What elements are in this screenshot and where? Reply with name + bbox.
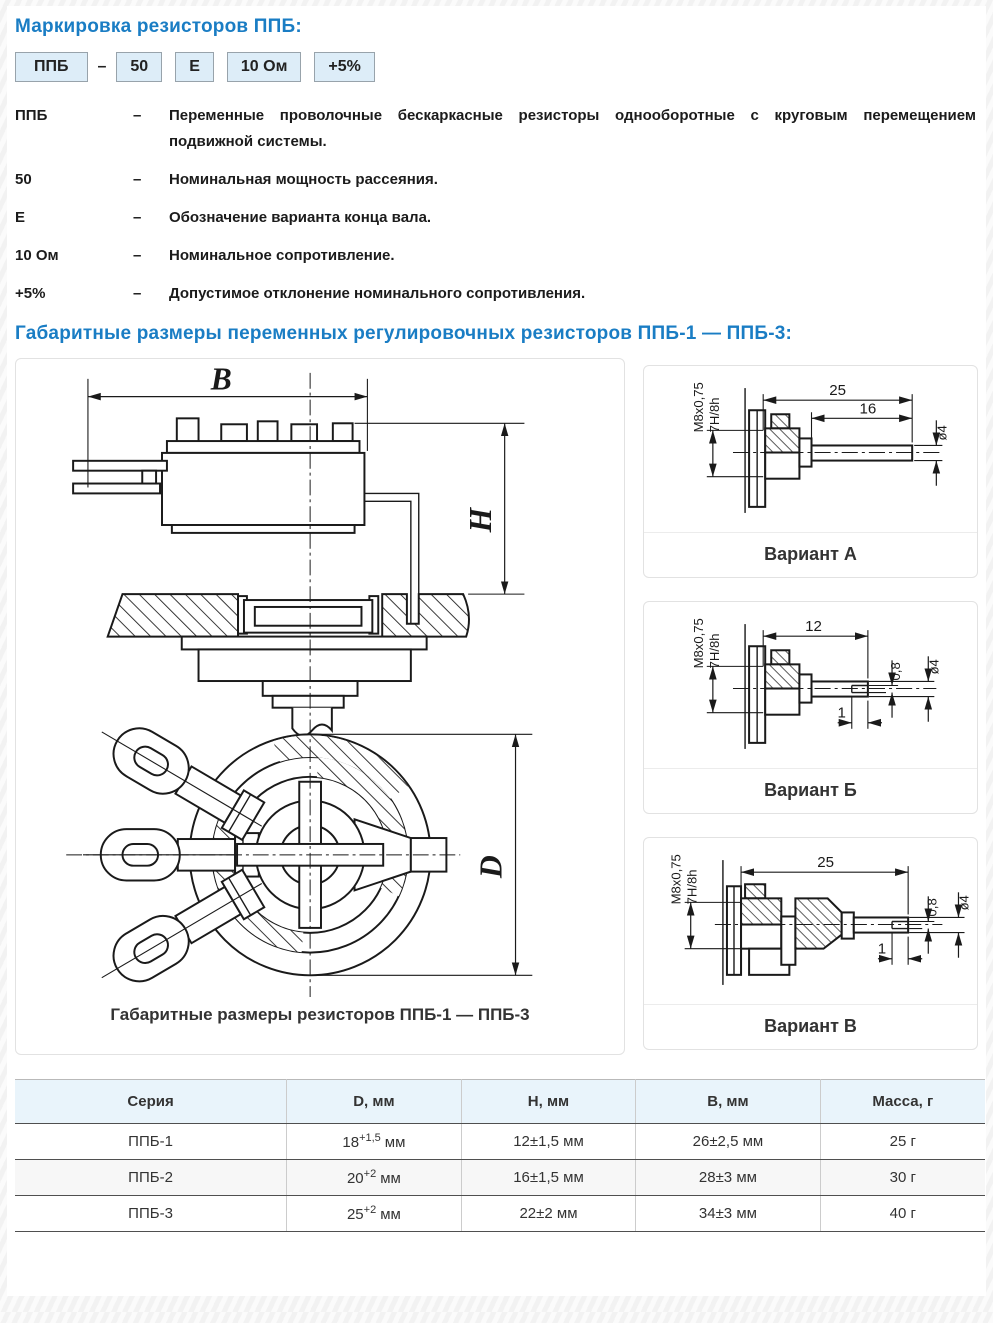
dim-total: 12 xyxy=(805,618,822,636)
dim-fit: 7H/8h xyxy=(684,869,700,905)
cell-mass: 25 г xyxy=(820,1124,985,1160)
definition-text: Номинальное сопротивление. xyxy=(169,247,395,264)
cell-series: ППБ-1 xyxy=(15,1124,287,1160)
dim-slot-depth: 1 xyxy=(877,940,887,958)
dim-label-d: D xyxy=(473,855,509,879)
definition-text: Допустимое отклонение номинального сопротивления. xyxy=(169,285,586,302)
dim-thread: M8x0,75 xyxy=(690,618,706,669)
cell-series: ППБ-2 xyxy=(15,1160,287,1196)
dim-diameter: ø4 xyxy=(956,895,972,911)
marking-box-shaft-variant: Е xyxy=(175,52,214,82)
dim-diameter: ø4 xyxy=(926,659,942,675)
col-header-series: Серия xyxy=(15,1080,287,1124)
definition-dash: – xyxy=(133,247,142,264)
heading-dimensions: Габаритные размеры переменных регулировочных резисторов ППБ-1 — ППБ-3: xyxy=(15,323,793,344)
cell-b: 26±2,5 мм xyxy=(636,1124,820,1160)
figures-row xyxy=(15,358,978,1055)
variant-v-image xyxy=(644,846,977,997)
d-value: 25 xyxy=(346,1206,364,1223)
table-row xyxy=(15,1160,985,1196)
dim-shaft: 16 xyxy=(859,400,877,418)
variant-v-caption: Вариант В xyxy=(644,1004,977,1049)
dim-thread: M8x0,75 xyxy=(668,854,684,905)
variant-a-panel xyxy=(643,365,978,578)
marking-box-resistance: 10 Ом xyxy=(227,52,302,82)
variant-b-panel xyxy=(643,601,978,814)
definition-term: +5% xyxy=(15,285,46,302)
definition-text: Обозначение варианта конца вала. xyxy=(169,209,432,226)
variant-b-caption: Вариант Б xyxy=(644,768,977,813)
d-unit: мм xyxy=(380,1170,401,1187)
definition-text: Переменные проволочные бескаркасные резисторы однооборотные с круговым перемещением подвижной системы. xyxy=(169,107,976,150)
dim-label-h: H xyxy=(462,507,498,533)
dimension-h xyxy=(355,423,525,594)
d-tolerance: +2 xyxy=(363,1204,377,1216)
cell-mass: 40 г xyxy=(820,1196,985,1232)
col-header-h: H, мм xyxy=(461,1080,636,1124)
cell-mass: 30 г xyxy=(820,1160,985,1196)
d-unit: мм xyxy=(384,1134,406,1151)
definition-dash: – xyxy=(133,107,142,124)
dimensions-table xyxy=(15,1079,985,1232)
definition-term: ППБ xyxy=(15,107,48,124)
table-header-row xyxy=(15,1080,985,1124)
cell-b: 34±3 мм xyxy=(636,1196,820,1232)
variant-a-caption: Вариант А xyxy=(644,532,977,577)
variant-v-panel xyxy=(643,837,978,1050)
cell-h: 22±2 мм xyxy=(461,1196,636,1232)
d-tolerance: +2 xyxy=(363,1168,377,1180)
d-tolerance: +1,5 xyxy=(359,1132,381,1144)
dim-thread: M8x0,75 xyxy=(690,382,706,433)
marking-box-series: ППБ xyxy=(15,52,88,82)
col-header-mass: Масса, г xyxy=(820,1080,985,1124)
table-row xyxy=(15,1196,985,1232)
col-header-b: B, мм xyxy=(636,1080,820,1124)
dim-label-b: B xyxy=(210,367,232,397)
heading-marking: Маркировка резисторов ППБ: xyxy=(15,16,302,37)
main-drawing-panel xyxy=(15,358,625,1055)
dim-fit: 7H/8h xyxy=(706,397,722,433)
definition-dash: – xyxy=(133,209,142,226)
main-drawing-image xyxy=(16,367,624,999)
dim-total: 25 xyxy=(817,854,834,872)
marking-box-tolerance: +5% xyxy=(314,52,374,82)
side-view xyxy=(73,418,469,736)
marking-separator: – xyxy=(97,58,107,75)
definition-row xyxy=(15,281,978,307)
definition-term: 10 Ом xyxy=(15,247,59,264)
d-value: 20 xyxy=(346,1170,364,1187)
definition-row xyxy=(15,103,978,155)
cell-b: 28±3 мм xyxy=(636,1160,820,1196)
definition-dash: – xyxy=(133,171,142,188)
marking-example xyxy=(15,52,978,82)
d-value: 18 xyxy=(342,1134,360,1151)
cell-h: 16±1,5 мм xyxy=(461,1160,636,1196)
page-content xyxy=(7,6,986,1296)
d-unit: мм xyxy=(380,1206,401,1223)
dim-total: 25 xyxy=(829,382,847,400)
dim-slot-width: 0,8 xyxy=(924,898,940,917)
dim-slot-depth: 1 xyxy=(837,704,846,722)
dim-diameter: ø4 xyxy=(934,425,950,441)
variant-a-image xyxy=(644,374,977,525)
definition-row xyxy=(15,243,978,269)
definition-term: Е xyxy=(15,209,26,226)
variants-column xyxy=(643,358,978,1050)
cell-d xyxy=(287,1124,462,1160)
definition-dash: – xyxy=(133,285,142,302)
definition-row xyxy=(15,205,978,231)
dim-slot-width: 0,8 xyxy=(888,662,904,681)
cell-d xyxy=(287,1196,462,1232)
cell-h: 12±1,5 мм xyxy=(461,1124,636,1160)
cell-series: ППБ-3 xyxy=(15,1196,287,1232)
dim-fit: 7H/8h xyxy=(706,633,722,669)
definition-text: Номинальная мощность рассеяния. xyxy=(169,171,438,188)
marking-box-power: 50 xyxy=(116,52,162,82)
marking-definitions xyxy=(15,103,978,307)
variant-b-image xyxy=(644,610,977,761)
col-header-d: D, мм xyxy=(287,1080,462,1124)
definition-term: 50 xyxy=(15,171,32,188)
main-drawing-caption: Габаритные размеры резисторов ППБ-1 — ППБ-3 xyxy=(110,1005,530,1024)
definition-row xyxy=(15,167,978,193)
table-row xyxy=(15,1124,985,1160)
cell-d xyxy=(287,1160,462,1196)
